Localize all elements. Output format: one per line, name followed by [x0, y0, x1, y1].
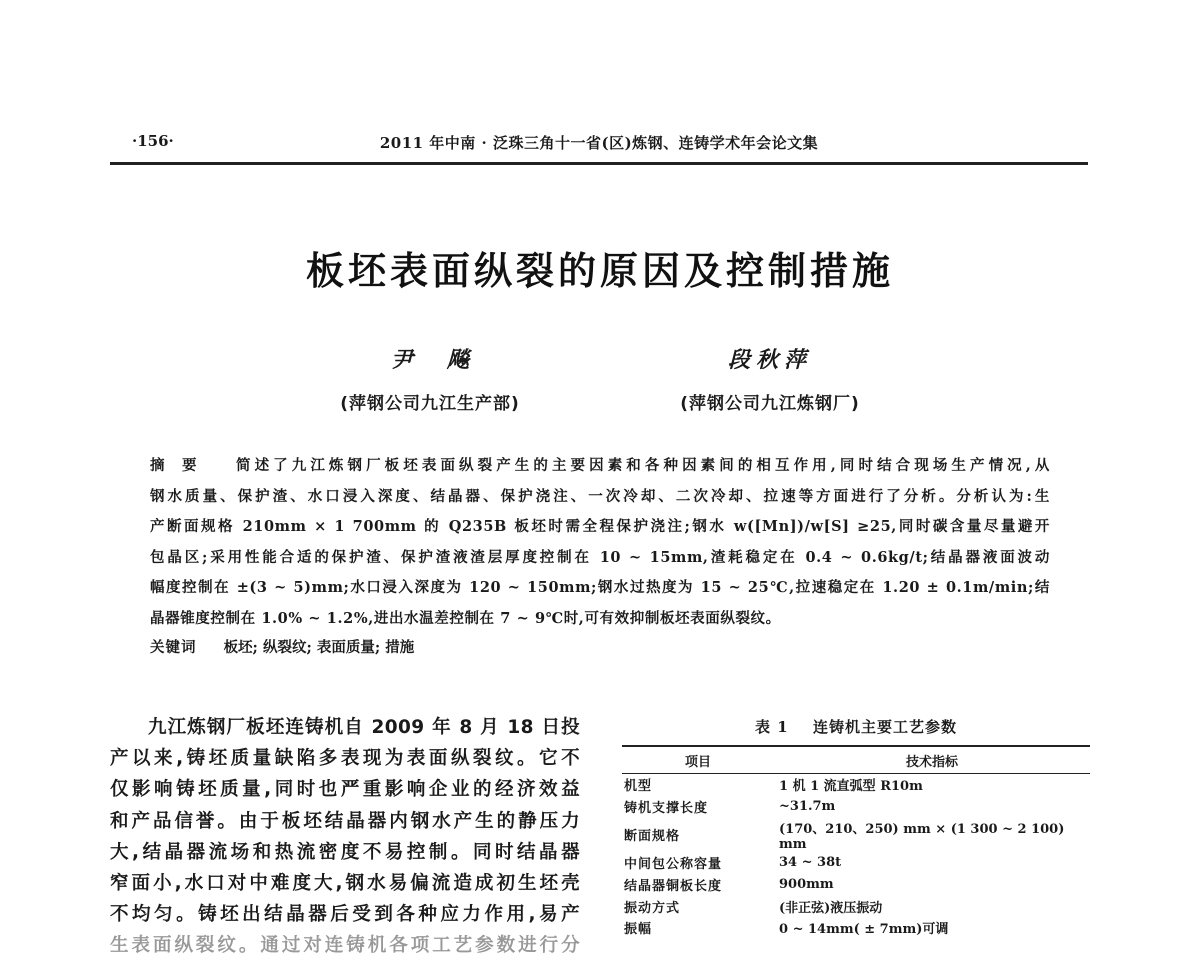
table-row [622, 796, 1090, 818]
body-line: 大,结晶器流场和热流密度不易控制。同时结晶器 [110, 841, 580, 863]
author-affiliation: (萍钢公司九江炼钢厂) [680, 394, 860, 414]
body-line: 窄面小,水口对中难度大,钢水易偏流造成初生坯壳 [110, 873, 580, 895]
table-header-row [622, 746, 1090, 774]
abstract-text: 简述了九江炼钢厂板坯表面纵裂产生的主要因素和各种因素间的相互作用,同时结合现场生产情况,从 [235, 457, 1051, 474]
body-column-left [110, 712, 580, 957]
row-value: ~31.7m [779, 799, 836, 815]
running-header [110, 130, 1088, 158]
author-affiliation: (萍钢公司九江生产部) [340, 394, 520, 414]
author-block-1 [300, 343, 560, 414]
row-item: 结晶器铜板长度 [624, 878, 723, 894]
row-item: 机型 [624, 779, 653, 795]
abstract-line: 包晶区;采用性能合适的保护渣、保护渣液渣层厚度控制在 10 ~ 15mm,渣耗稳定在 0.4 ~ 0.6kg/t;结晶器液面波动 [150, 548, 1050, 566]
body-line: 和产品信誉。由于板坯结晶器内钢水产生的静压力 [110, 810, 580, 832]
table-row [622, 873, 1090, 895]
parameters-table [622, 745, 1090, 939]
row-item: 铸机支撑长度 [624, 801, 709, 817]
header-rule [110, 162, 1088, 165]
table-row [622, 818, 1090, 852]
row-value: 900mm [779, 876, 834, 892]
row-item: 振动方式 [624, 900, 681, 916]
body-line: 仅影响铸坯质量,同时也严重影响企业的经济效益 [110, 779, 580, 801]
abstract [150, 451, 1050, 634]
paper-title: 板坯表面纵裂的原因及控制措施 [305, 249, 894, 293]
keywords [150, 636, 414, 657]
row-item: 断面规格 [624, 829, 681, 845]
table-caption-text: 连铸机主要工艺参数 [812, 718, 957, 736]
author-block-2 [650, 343, 890, 414]
body-line: 九江炼钢厂板坯连铸机自 2009 年 8 月 18 日投 [148, 717, 580, 738]
row-value: 0 ~ 14mm( ± 7mm)可调 [779, 922, 949, 938]
row-item: 中间包公称容量 [624, 856, 723, 872]
journal-title: 2011 年中南 · 泛珠三角十一省(区)炼钢、连铸学术年会论文集 [379, 134, 819, 152]
body-line: 不均匀。铸坯出结晶器后受到各种应力作用,易产 [110, 904, 580, 926]
abstract-line [150, 451, 1050, 482]
table-row [622, 852, 1090, 874]
body-line: 产以来,铸坯质量缺陷多表现为表面纵裂纹。它不 [110, 748, 580, 770]
column-header-spec: 技术指标 [905, 754, 958, 770]
row-value: 34 ~ 38t [779, 854, 842, 870]
row-value: 1 机 1 流直弧型 R10m [779, 779, 923, 795]
row-value: (非正弦)液压振动 [779, 900, 883, 916]
author-name: 段秋萍 [727, 347, 812, 373]
abstract-line: 幅度控制在 ±(3 ~ 5)mm;水口浸入深度为 120 ~ 150mm;钢水过热度为 15 ~ 25℃,拉速稳定在 1.20 ± 0.1m/min;结 [150, 579, 1050, 596]
row-item: 振幅 [624, 922, 653, 938]
keywords-text: 板坯; 纵裂纹; 表面质量; 措施 [223, 639, 415, 656]
row-value: (170、210、250) mm × (1 300 ~ 2 100) mm [779, 821, 1065, 852]
body-line-cut-off: 生表面纵裂纹。通过对连铸机各项工艺参数进行分 [110, 935, 580, 957]
table-number: 表 1 [755, 718, 789, 736]
table-row [622, 895, 1090, 917]
table-row [622, 917, 1090, 939]
keywords-label: 关键词 [150, 639, 197, 656]
abstract-line: 晶器锥度控制在 1.0% ~ 1.2%,进出水温差控制在 7 ~ 9℃时,可有效抑制板坯表面纵裂纹。 [150, 609, 781, 627]
abstract-label: 摘要 [150, 457, 214, 474]
table-caption [622, 716, 1090, 737]
abstract-line: 产断面规格 210mm × 1 700mm 的 Q235B 板坯时需全程保护浇注;钢水 w([Mn])/w[S] ≥25,同时碳含量尽量避开 [150, 518, 1050, 535]
abstract-line: 钢水质量、保护渣、水口浸入深度、结晶器、保护浇注、一次冷却、二次冷却、拉速等方面进行了分析。分析认为:生 [150, 487, 1050, 505]
table-row [622, 774, 1090, 796]
column-header-item: 项目 [684, 754, 711, 770]
page-number: ·156· [132, 132, 174, 150]
author-name: 尹飚 [390, 347, 503, 373]
